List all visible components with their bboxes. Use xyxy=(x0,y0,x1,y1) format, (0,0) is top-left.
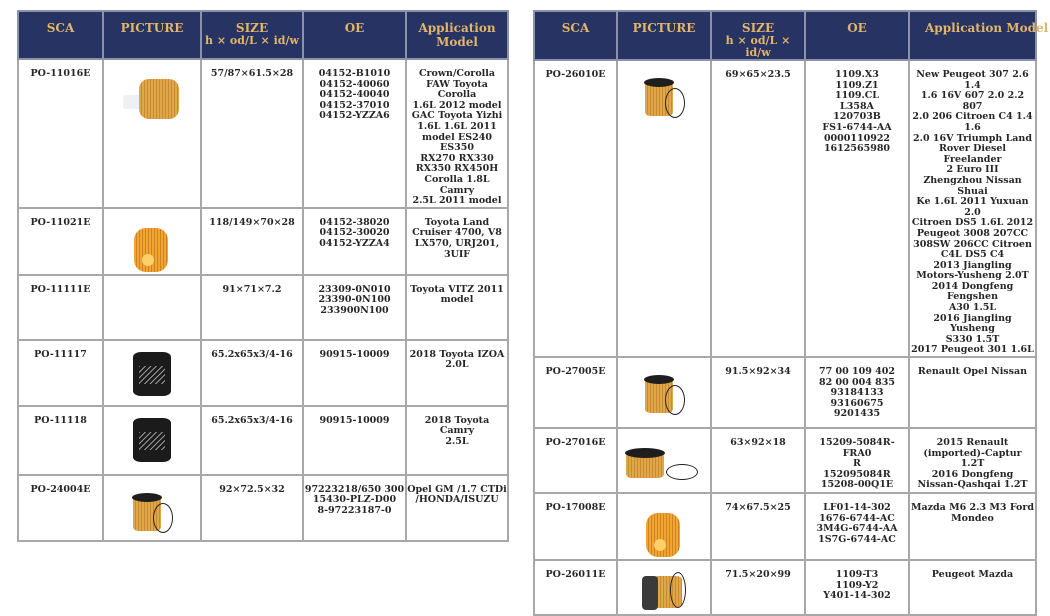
oe-number-line: 3M4G-6744-AA xyxy=(816,523,898,535)
oil-filter-image-icon xyxy=(618,74,710,124)
application-line: A30 1.5L xyxy=(948,302,997,314)
product-picture xyxy=(103,475,201,541)
oe-number-line: 93184133 xyxy=(830,387,884,399)
oe-numbers xyxy=(805,60,909,357)
sca-code: PO-24004E xyxy=(18,475,103,541)
product-picture xyxy=(103,275,201,340)
oil-filter-image-icon xyxy=(104,350,200,396)
oil-filter-image-icon xyxy=(104,416,200,462)
oe-number-line: R xyxy=(853,458,861,470)
application-model xyxy=(909,560,1036,615)
application-model xyxy=(909,357,1036,428)
application-line: Ke 1.6L 2011 Yuxuan 2.0 xyxy=(916,196,1029,218)
oil-filter-image-icon xyxy=(618,570,710,614)
application-line: GAC Toyota Yizhi xyxy=(411,110,503,122)
oe-number-line: 152095084R xyxy=(823,468,891,480)
product-table-left xyxy=(17,10,509,542)
header-size-sub: h × od/L × id/w xyxy=(205,34,299,47)
oe-number-line: 1109.X3 xyxy=(835,69,879,80)
sca-code: PO-17008E xyxy=(534,493,617,560)
application-line: New Peugeot 307 2.6 1.4 xyxy=(916,69,1029,91)
application-line: Corolla 1.8L Camry xyxy=(424,173,490,196)
table-row xyxy=(534,493,1036,560)
oe-number-line: 04152-37010 xyxy=(319,99,390,111)
product-picture xyxy=(103,340,201,406)
application-line: 1.6 16V 607 2.0 2.2 807 xyxy=(920,90,1025,112)
oe-number-line: 1109-Y2 xyxy=(835,579,879,591)
application-line: Peugeot Mazda xyxy=(931,569,1014,581)
product-picture xyxy=(617,60,711,357)
application-line: 2.0L xyxy=(445,359,469,371)
oe-number-line: L358A xyxy=(840,100,874,112)
oe-numbers xyxy=(303,59,406,208)
oe-number-line: 1109-T3 xyxy=(835,569,879,581)
application-line: 2014 Dongfeng Fengshen xyxy=(931,280,1014,303)
table-row xyxy=(18,59,508,208)
table-row xyxy=(534,357,1036,428)
size-value: 118/149×70×28 xyxy=(201,208,303,275)
application-line: Toyota Land xyxy=(424,216,490,228)
sca-code: PO-11021E xyxy=(18,208,103,275)
oe-numbers xyxy=(303,475,406,541)
oe-number-line: 90915-10009 xyxy=(319,348,390,360)
application-model xyxy=(406,59,508,208)
application-line: 308SW 206CC Citroen xyxy=(913,238,1032,250)
table-row xyxy=(534,60,1036,357)
oil-filter-image-icon xyxy=(104,73,200,123)
size-value: 63×92×18 xyxy=(711,428,805,493)
size-value: 92×72.5×32 xyxy=(201,475,303,541)
application-line: 2.0 206 Citroen C4 1.4 1.6 xyxy=(912,111,1033,133)
table-row xyxy=(18,406,508,475)
header-picture: PICTURE xyxy=(617,11,711,60)
product-picture xyxy=(617,357,711,428)
oe-number-line: 04152-B1010 xyxy=(318,68,391,79)
application-line: Toyota VITZ 2011 xyxy=(410,283,504,295)
product-picture xyxy=(103,208,201,275)
sca-code: PO-11111E xyxy=(18,275,103,340)
application-line: 3UIF xyxy=(443,248,471,260)
oe-numbers xyxy=(303,406,406,475)
header-sca: SCA xyxy=(534,11,617,60)
table-row xyxy=(18,208,508,275)
oe-number-line: 1S7G-6744-AC xyxy=(818,533,896,545)
oe-number-line: 8-97223187-0 xyxy=(317,504,392,516)
size-value: 57/87×61.5×28 xyxy=(201,59,303,208)
oe-number-line: 15208-00Q1E xyxy=(820,479,894,491)
oe-number-line: 23390-0N100 xyxy=(318,294,391,306)
oe-number-line: 04152-YZZA6 xyxy=(319,110,390,122)
application-line: 2018 Toyota Camry xyxy=(424,414,490,437)
oe-number-line: 9201435 xyxy=(833,408,881,420)
application-line: Nissan-Qashqai 1.2T xyxy=(917,479,1028,491)
oe-number-line: 1676-6744-AC xyxy=(819,512,895,524)
sca-code: PO-26010E xyxy=(534,60,617,357)
header-picture: PICTURE xyxy=(103,11,201,59)
application-line: Zhengzhou Nissan Shuai xyxy=(923,174,1022,197)
product-picture xyxy=(617,493,711,560)
product-picture xyxy=(103,406,201,475)
oe-numbers xyxy=(303,275,406,340)
application-line: 2016 Jiangling Yusheng xyxy=(933,312,1012,335)
oe-number-line: 77 00 109 402 xyxy=(818,366,896,378)
oe-number-line: 233900N100 xyxy=(320,304,389,316)
sca-code: PO-11117 xyxy=(18,340,103,406)
oe-number-line: 04152-40060 xyxy=(319,78,390,90)
oil-filter-image-icon xyxy=(104,489,200,539)
oe-number-line: 04152-40040 xyxy=(319,89,390,101)
application-line: (imported)-Captur 1.2T xyxy=(923,447,1022,470)
sca-code: PO-11118 xyxy=(18,406,103,475)
sca-code: PO-27016E xyxy=(534,428,617,493)
sca-code: PO-11016E xyxy=(18,59,103,208)
application-line: model ES240 ES350 xyxy=(422,131,492,154)
table-row xyxy=(18,340,508,406)
application-line: 2013 Jiangling xyxy=(933,259,1012,271)
oe-number-line: 04152-38020 xyxy=(319,216,390,228)
application-line: 2015 Renault xyxy=(936,437,1009,449)
application-line: 2.0 16V Triumph Land xyxy=(913,132,1032,144)
table-header-row xyxy=(534,11,1036,60)
application-line: Peugeot 3008 207CC xyxy=(916,227,1029,239)
product-table-right xyxy=(533,10,1049,616)
header-size-sub: h × od/L × id/w xyxy=(725,34,791,59)
header-sca: SCA xyxy=(18,11,103,59)
oe-number-line: 1109.Z1 xyxy=(835,79,879,91)
oe-number-line: 1612565980 xyxy=(823,143,891,155)
size-value: 69×65×23.5 xyxy=(711,60,805,357)
header-size-label: SIZE xyxy=(741,21,775,35)
application-line: 2016 Dongfeng xyxy=(931,468,1014,480)
application-line: Renault Opel Nissan xyxy=(917,366,1028,378)
oil-filter-image-icon xyxy=(618,371,710,421)
oe-numbers xyxy=(805,493,909,560)
sca-code: PO-26011E xyxy=(534,560,617,615)
application-line: LX570, URJ201, xyxy=(414,237,500,249)
oe-number-line: 1109.CL xyxy=(835,90,879,102)
application-model xyxy=(406,208,508,275)
oe-number-line: 82 00 004 835 xyxy=(818,376,896,388)
header-size xyxy=(711,11,805,60)
application-line: Motors-Yusheng 2.0T xyxy=(916,270,1029,282)
application-model xyxy=(909,60,1036,357)
oe-number-line: 04152-YZZA4 xyxy=(319,237,390,249)
application-line: Citroen DS5 1.6L 2012 xyxy=(911,217,1034,229)
sca-code: PO-27005E xyxy=(534,357,617,428)
header-application: Application Model xyxy=(909,11,1036,60)
application-model xyxy=(406,275,508,340)
table-row xyxy=(534,560,1036,615)
oe-numbers xyxy=(303,208,406,275)
application-line: 2018 Toyota IZOA xyxy=(409,348,505,360)
application-line: S330 1.5T xyxy=(945,333,1000,345)
application-line: FAW Toyota Corolla xyxy=(426,78,488,101)
application-model xyxy=(406,406,508,475)
oe-numbers xyxy=(805,560,909,615)
header-oe: OE xyxy=(805,11,909,60)
oe-number-line: 97223218/650 300 xyxy=(304,483,405,495)
table-row xyxy=(18,275,508,340)
application-line: C4L DS5 C4 xyxy=(940,249,1005,261)
oe-number-line: 0000110922 xyxy=(823,132,891,144)
oe-number-line: 15209-5084R-FRA0 xyxy=(819,437,895,459)
oe-number-line: LF01-14-302 xyxy=(823,502,891,514)
application-model xyxy=(406,475,508,541)
oe-number-line: FS1-6744-AA xyxy=(822,121,892,133)
application-line: /HONDA/ISUZU xyxy=(415,494,499,506)
oe-number-line: 93160675 xyxy=(830,397,884,409)
oe-numbers xyxy=(805,357,909,428)
header-application-line1: Application xyxy=(418,21,496,35)
product-picture xyxy=(103,59,201,208)
header-size-label: SIZE xyxy=(235,21,269,35)
table-row xyxy=(18,475,508,541)
application-model xyxy=(909,493,1036,560)
product-picture xyxy=(617,560,711,615)
application-line: Mazda M6 2.3 M3 Ford xyxy=(910,502,1035,514)
oe-number-line: 120703B xyxy=(833,111,881,123)
application-line: RX350 RX450H xyxy=(415,163,499,175)
oil-filter-image-icon xyxy=(104,224,200,274)
table-header-row xyxy=(18,11,508,59)
oe-number-line: 90915-10009 xyxy=(319,414,390,426)
application-line: 2.5L xyxy=(445,435,469,447)
application-line: 1.6L 1.6L 2011 xyxy=(417,120,497,132)
application-line: Cruiser 4700, V8 xyxy=(412,227,502,239)
application-line: 2017 Peugeot 301 1.6L xyxy=(911,344,1034,356)
size-value: 65.2x65x3/4-16 xyxy=(201,340,303,406)
header-application-line2: Model xyxy=(436,35,478,49)
header-application xyxy=(406,11,508,59)
application-line: 2 Euro III xyxy=(946,164,999,176)
application-line: 1.6L 2012 model xyxy=(412,99,502,111)
oil-filter-image-icon xyxy=(618,509,710,559)
size-value: 65.2x65x3/4-16 xyxy=(201,406,303,475)
application-model xyxy=(406,340,508,406)
application-line: 2.5L 2011 model xyxy=(412,195,502,207)
table-row xyxy=(534,428,1036,493)
oe-number-line: 04152-30020 xyxy=(319,227,390,239)
application-line: RX270 RX330 xyxy=(420,152,494,164)
oe-number-line: 23309-0N010 xyxy=(318,283,391,295)
size-value: 91×71×7.2 xyxy=(201,275,303,340)
header-oe: OE xyxy=(303,11,406,59)
size-value: 91.5×92×34 xyxy=(711,357,805,428)
application-line: Crown/Corolla xyxy=(418,68,496,79)
oe-number-line: Y401-14-302 xyxy=(823,590,891,602)
oe-numbers xyxy=(805,428,909,493)
application-model xyxy=(909,428,1036,493)
size-value: 74×67.5×25 xyxy=(711,493,805,560)
oe-number-line: 15430-PLZ-D00 xyxy=(312,494,397,506)
product-picture xyxy=(617,428,711,493)
application-line: Rover Diesel Freelander xyxy=(938,143,1006,165)
header-size xyxy=(201,11,303,59)
size-value: 71.5×20×99 xyxy=(711,560,805,615)
application-line: Opel GM /1.7 CTDi xyxy=(407,483,507,495)
oil-filter-image-icon xyxy=(618,442,710,488)
application-line: model xyxy=(440,294,474,306)
oe-numbers xyxy=(303,340,406,406)
application-line: Mondeo xyxy=(951,512,994,524)
